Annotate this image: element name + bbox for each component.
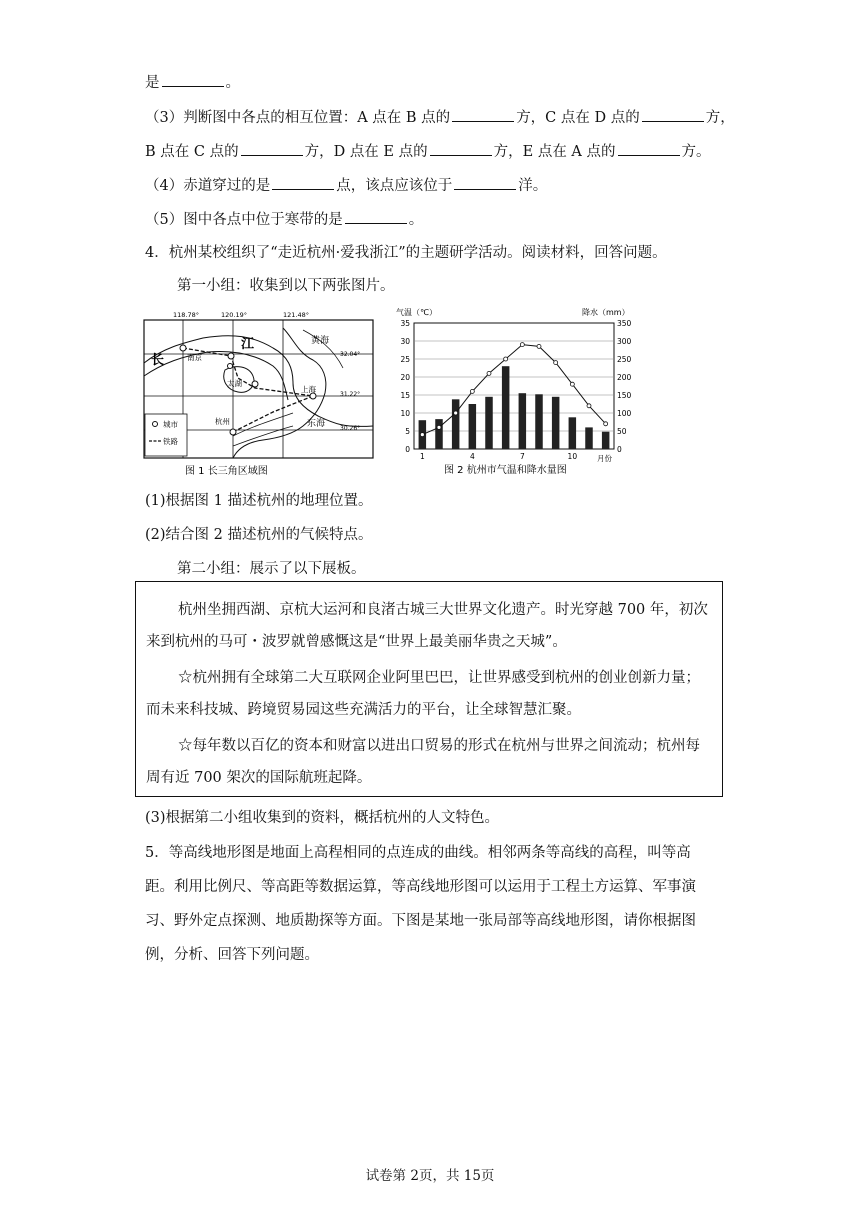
- question-4-stem: 4．杭州某校组织了“走近杭州·爱我浙江”的主题研学活动。阅读材料，回答问题。: [145, 245, 667, 261]
- precipitation-bar: [585, 427, 593, 449]
- svg-text:上海: 上海: [301, 385, 316, 394]
- svg-text:121.48°: 121.48°: [283, 311, 309, 319]
- blank[interactable]: [430, 141, 492, 156]
- svg-text:杭州: 杭州: [215, 417, 230, 426]
- y-right-tick-label: 350: [617, 319, 632, 328]
- blank[interactable]: [345, 209, 407, 224]
- blank[interactable]: [241, 141, 303, 156]
- question-5-stem-2: 距。利用比例尺、等高距等数据运算，等高线地形图可以运用于工程土方运算、军事演: [145, 879, 696, 895]
- chart-caption: 图 2 杭州市气温和降水量图: [444, 465, 567, 476]
- board-text: 杭州坐拥西湖、京杭大运河和良渚古城三大世界文化遗产。时光穿越 700 年，初次: [178, 602, 708, 618]
- x-tick-label: 4: [469, 452, 475, 461]
- y-right-tick-label: 300: [617, 337, 632, 346]
- svg-text:30.26°: 30.26°: [340, 425, 361, 432]
- y-right-tick-label: 200: [617, 373, 632, 382]
- precipitation-bar: [535, 394, 543, 449]
- svg-text:120.19°: 120.19°: [221, 311, 247, 319]
- y-left-label: 气温（℃）: [396, 308, 437, 317]
- climate-chart: [392, 303, 640, 481]
- question-5: （5）图中各点中位于寒带的是 。: [145, 209, 423, 230]
- map-caption: 图 1 长三角区域图: [185, 466, 268, 477]
- temperature-point: [504, 357, 508, 361]
- display-board: [135, 581, 723, 797]
- question-5-stem-3: 习、野外定点探测、地质勘探等方面。下图是某地一张局部等高线地形图，请你根据图: [145, 913, 696, 929]
- question-5-stem-4: 例，分析、回答下列问题。: [145, 947, 319, 963]
- y-left-tick-label: 10: [400, 409, 410, 418]
- svg-text:31.22°: 31.22°: [340, 391, 361, 398]
- blank[interactable]: [452, 107, 514, 122]
- board-text: 周有近 700 架次的国际航班起降。: [146, 770, 372, 786]
- y-right-tick-label: 250: [617, 355, 632, 364]
- temperature-point: [554, 361, 558, 365]
- blank[interactable]: [272, 175, 334, 190]
- question-3-line-2: B 点在 C 点的 方，D 点在 E 点的 方，E 点在 A 点的 方。: [145, 141, 711, 162]
- temperature-point: [454, 411, 458, 415]
- y-left-tick-label: 35: [400, 319, 410, 328]
- svg-text:黄海: 黄海: [311, 336, 330, 346]
- y-left-tick-label: 20: [400, 373, 410, 382]
- question-3-line-1: （3）判断图中各点的相互位置：A 点在 B 点的 方，C 点在 D 点的 方，: [145, 107, 735, 128]
- yangtze-delta-map: [143, 308, 375, 480]
- svg-text:长: 长: [151, 353, 165, 368]
- group-2-label: 第二小组：展示了以下展板。: [177, 561, 366, 577]
- y-left-tick-label: 15: [400, 391, 410, 400]
- svg-text:太湖: 太湖: [227, 379, 242, 388]
- temperature-point: [470, 389, 474, 393]
- precipitation-bar: [569, 417, 577, 449]
- y-right-tick-label: 150: [617, 391, 632, 400]
- svg-text:铁路: 铁路: [163, 437, 178, 446]
- city-marker-hangzhou: [230, 429, 236, 435]
- sub-question-2: (2)结合图 2 描述杭州的气候特点。: [145, 527, 373, 543]
- blank[interactable]: [162, 72, 224, 87]
- city-marker-nanjing: [180, 345, 186, 351]
- precipitation-bar: [452, 399, 460, 449]
- precipitation-bar: [602, 432, 610, 449]
- blank[interactable]: [642, 107, 704, 122]
- x-axis-label: 月份: [597, 454, 612, 463]
- y-right-tick-label: 50: [617, 427, 627, 436]
- y-right-tick-label: 100: [617, 409, 632, 418]
- precipitation-bar: [519, 393, 527, 449]
- city-marker: [228, 353, 234, 359]
- precipitation-bar: [485, 397, 493, 449]
- svg-text:南京: 南京: [187, 353, 202, 362]
- svg-text:城市: 城市: [163, 420, 178, 429]
- blank[interactable]: [454, 175, 516, 190]
- x-tick-label: 7: [519, 452, 525, 461]
- sub-question-3: (3)根据第二小组收集到的资料，概括杭州的人文特色。: [145, 810, 500, 826]
- temperature-point: [520, 343, 524, 347]
- precipitation-bar: [469, 404, 477, 449]
- y-left-tick-label: 0: [405, 445, 410, 454]
- city-marker: [252, 381, 258, 387]
- svg-text:江: 江: [241, 337, 255, 352]
- plot-frame: [414, 323, 614, 449]
- question-5-stem-1: 5．等高线地形图是地面上高程相同的点连成的曲线。相邻两条等高线的高程，叫等高: [145, 845, 691, 861]
- precipitation-bar: [502, 366, 510, 449]
- group-1-label: 第一小组：收集到以下两张图片。: [177, 278, 395, 294]
- question-4: （4）赤道穿过的是 点，该点应该位于 洋。: [145, 175, 547, 196]
- y-left-tick-label: 30: [400, 337, 410, 346]
- page-footer: 试卷第 2页，共 15页: [365, 1168, 495, 1184]
- temperature-point: [570, 382, 574, 386]
- svg-text:32.04°: 32.04°: [340, 351, 361, 358]
- temperature-point: [604, 422, 608, 426]
- answer-line-1: 是 。: [145, 72, 240, 93]
- x-tick-label: 10: [567, 452, 578, 461]
- temperature-point: [587, 404, 591, 408]
- y-right-tick-label: 0: [617, 445, 622, 454]
- board-text: ☆每年数以百亿的资本和财富以进出口贸易的形式在杭州与世界之间流动；杭州每: [178, 738, 700, 754]
- x-tick-label: 1: [419, 452, 425, 461]
- city-marker: [228, 364, 233, 369]
- svg-text:118.78°: 118.78°: [173, 311, 199, 319]
- y-left-tick-label: 25: [400, 355, 410, 364]
- board-text: 而未来科技城、跨境贸易园这些充满活力的平台，让全球智慧汇聚。: [146, 702, 581, 718]
- sub-question-1: (1)根据图 1 描述杭州的地理位置。: [145, 493, 373, 509]
- y-right-label: 降水（mm）: [582, 308, 630, 317]
- blank[interactable]: [618, 141, 680, 156]
- precipitation-bar: [435, 419, 443, 449]
- board-text: ☆杭州拥有全球第二大互联网企业阿里巴巴，让世界感受到杭州的创业创新力量；: [178, 670, 700, 686]
- temperature-point: [437, 425, 441, 429]
- precipitation-bar: [552, 397, 560, 449]
- board-text: 来到杭州的马可・波罗就曾感慨这是“世界上最美丽华贵之天城”。: [146, 634, 567, 650]
- temperature-point: [420, 433, 424, 437]
- temperature-point: [537, 344, 541, 348]
- svg-text:东海: 东海: [307, 419, 326, 429]
- y-left-tick-label: 5: [405, 427, 410, 436]
- temperature-point: [487, 371, 491, 375]
